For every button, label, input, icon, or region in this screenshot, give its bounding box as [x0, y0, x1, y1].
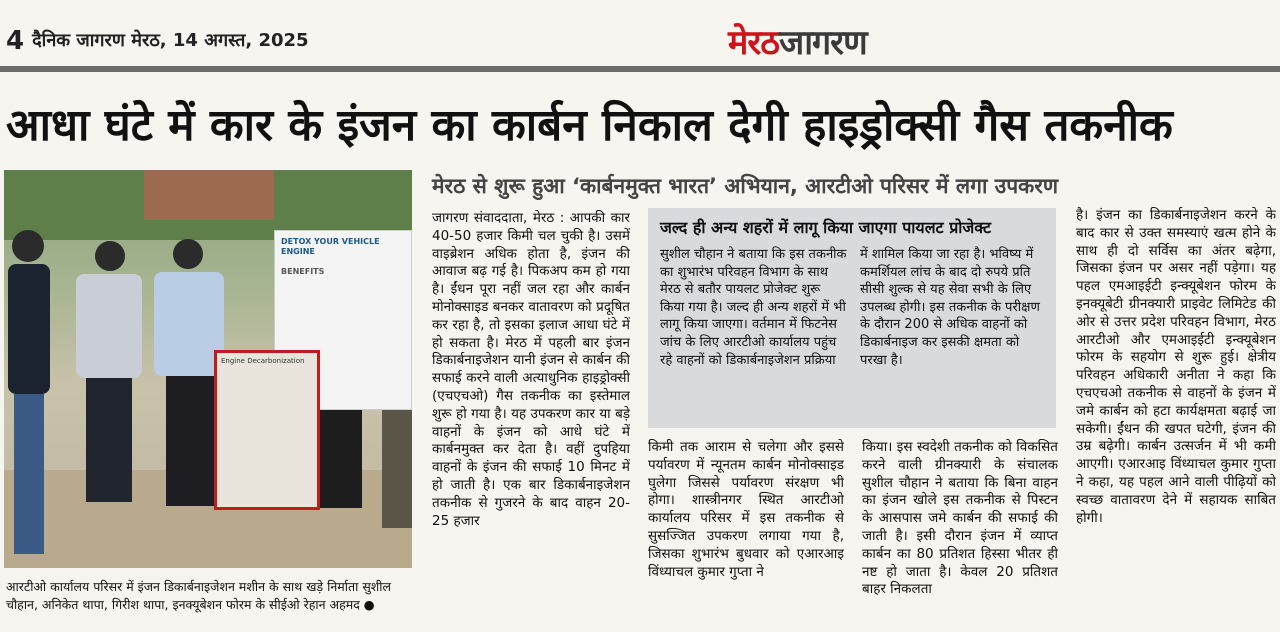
box-text-right: में शामिल किया जा रहा है। भविष्य में कमर्शियल लांच के बाद दो रुपये प्रति सीसी शुल्क से यह सेवा सभी के लिए उपलब्ध होगी। इस तकनीक के परीक्षण के दौरान 200 से अधिक वाहनों को डिकार्बनाइज कर इसकी क्षमता को परखा है।	[860, 247, 1040, 368]
article-column-2: किमी तक आराम से चलेगा और इससे पर्यावरण में न्यूनतम कार्बन मोनोक्साइड घुलेगा जिससे पर्यावरण संरक्षण भी होगा। शास्त्रीनगर स्थित आरटीओ कार्यालय परिसर में इस तकनीक से सुसज्जित उपकरण लगाया गया है, जिसका शुभारंभ बुधवार को एआरआइ विंध्याचल कुमार गुप्ता ने	[648, 439, 844, 580]
decarbonization-machine	[214, 350, 320, 510]
box-title: जल्द ही अन्य शहरों में लागू किया जाएगा पायलट प्रोजेक्ट	[660, 218, 992, 237]
photo-caption: आरटीओ कार्यालय परिसर में इंजन डिकार्बनाइजेशन मशीन के साथ खड़े निर्माता सुशील चौहान, अनिकेत थापा, गिरीश थापा, इनक्यूबेशन फोरम के सीईओ रेहान अहमद ●	[6, 579, 391, 612]
machine-label: Engine Decarbonization	[221, 357, 305, 365]
edition-text: दैनिक जागरण मेरठ, 14 अगस्त, 2025	[32, 30, 309, 51]
logo-city: मेरठ	[728, 23, 779, 63]
page-number: 4	[6, 26, 25, 56]
sidebar-box	[648, 208, 1056, 428]
article-column-3: किया। इस स्वदेशी तकनीक को विकसित करने वाली ग्रीनक्यारी के संचालक सुशील चौहान ने बताया कि बिना वाहन का इंजन खोले इस तकनीक से पिस्टन के आसपास जमे कार्बन की सफाई की जाती है। इसी दौरान इंजन में व्याप्त कार्बन का 80 प्रतिशत हिस्सा भीतर ही नष्ट हो जाता है। केवल 20 प्रतिशत बाहर निकलता	[862, 439, 1058, 598]
masthead-rule	[0, 66, 1280, 72]
article-column-1: जागरण संवाददाता, मेरठ : आपकी कार 40-50 हजार किमी चल चुकी है। उसमें वाइब्रेशन अधिक होता है, इंजन की आवाज बढ़ गई है। पिकअप कम हो गया है। ईंधन पूरा नहीं जल रहा और कार्बन मोनोक्साइड बनकर वातावरण को प्रदूषित कर रहा है, तो इसका इलाज आधा घंटे में हो सकता है। मेरठ में पहली बार इंजन डिकार्बनाइजेशन यानी इंजन से कार्बन की सफाई करने वाली अत्याधुनिक हाइड्रोक्सी (एचएचओ) गैस तकनीक का इस्तेमाल शुरू हो गया है। यह उपकरण कार या बड़े वाहनों के इंजन को आधे घंटे में कार्बनमुक्त कर देता है। वहीं दुपहिया वाहनों के इंजन की सफाई 10 मिनट में हो जाती है। एक बार डिकार्बनाइजेशन तकनीक से गुजरने के बाद वाहन 20-25 हजार	[432, 210, 630, 529]
newspaper-logo	[728, 18, 867, 64]
article-column-4: है। इंजन का डिकार्बनाइजेशन करने के बाद कार से उक्त समस्याएं खत्म होने के साथ ही दो सर्विस का अंतर बढ़ेगा, जिसका इंजन पर असर नहीं पड़ेगा। यह पहल एमआइईटी इन्क्यूबेशन फोरम के इनक्यूबेटी ग्रीनक्यारी प्राइवेट लिमिटेड की ओर से उत्तर प्रदेश परिवहन विभाग, मेरठ आरटीओ और एमआइईटी इन्क्यूबेशन फोरम के सहयोग से शुरू हुई। क्षेत्रीय परिवहन अधिकारी अनीता ने कहा कि एचएचओ तकनीक से वाहनों के इंजन में जमे कार्बन को हटा कार्यक्षमता बढ़ाई जा सकेगी। ईंधन की खपत घटेगी, इंजन की उम्र बढ़ेगी। कार्बन उत्सर्जन में भी कमी आएगी। एआरआइ विंध्याचल कुमार गुप्ता ने कहा, यह पहल आने वाली पीढ़ियों को स्वच्छ वातावरण देने में सहायक साबित होगी।	[1076, 207, 1276, 526]
subheadline: मेरठ से शुरू हुआ ‘कार्बनमुक्त भारत’ अभियान, आरटीओ परिसर में लगा उपकरण	[432, 174, 1059, 198]
headline: आधा घंटे में कार के इंजन का कार्बन निकाल देगी हाइड्रोक्सी गैस तकनीक	[6, 100, 1173, 151]
masthead	[0, 0, 1280, 70]
banner-subtitle: BENEFITS	[281, 267, 325, 276]
banner-title: DETOX YOUR VEHICLE ENGINE	[281, 237, 380, 256]
news-photo	[4, 170, 412, 568]
logo-name: जागरण	[779, 23, 867, 63]
edition-line	[6, 26, 309, 56]
box-text-left: सुशील चौहान ने बताया कि इस तकनीक का शुभारंभ परिवहन विभाग के साथ मेरठ से बतौर पायलट प्रोजेक्ट शुरू किया गया है। जल्द ही अन्य शहरों में भी लागू किया जाएगा। वर्तमान में फिटनेस जांच के लिए आरटीओ कार्यालय पहुंच रहे वाहनों को डिकार्बनाइजेशन प्रक्रिया	[660, 247, 847, 368]
